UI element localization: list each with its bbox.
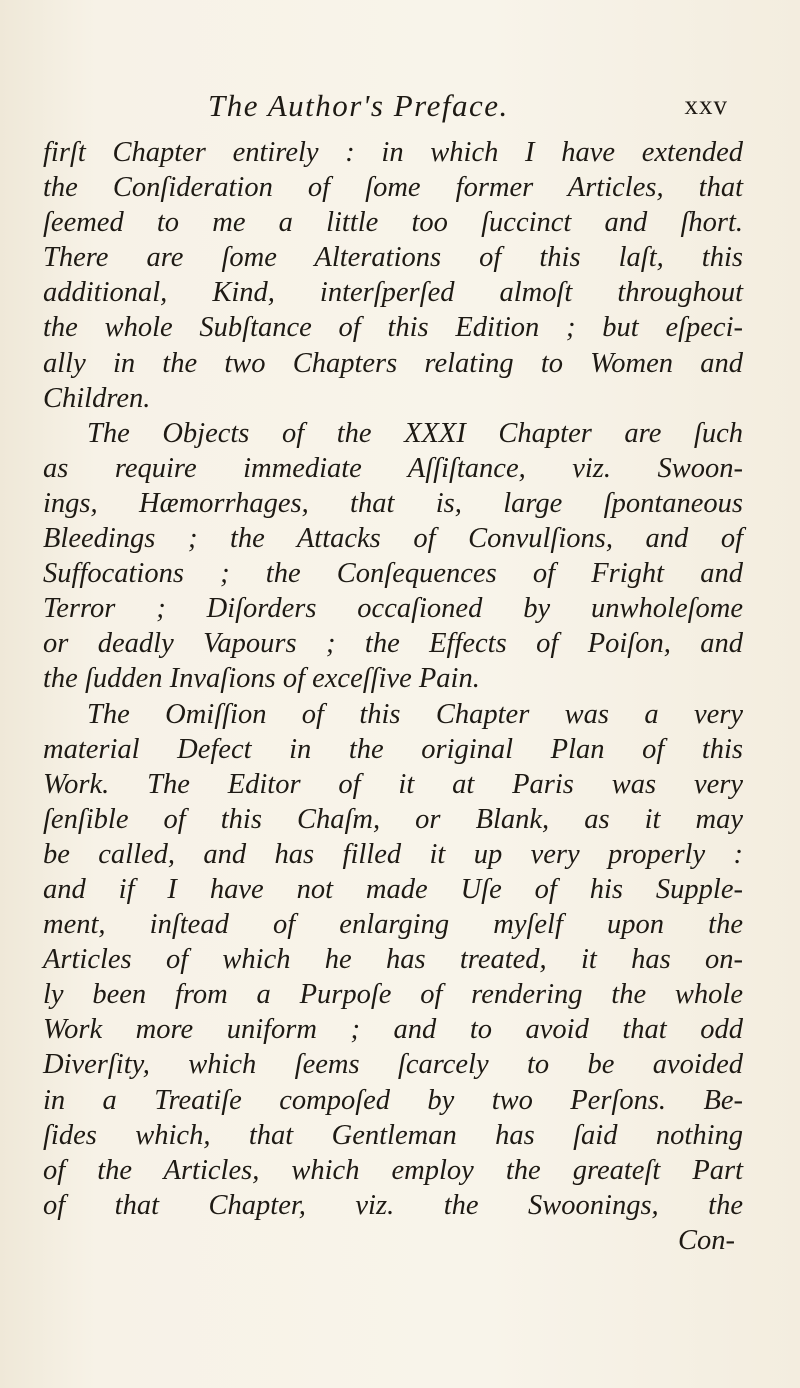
text-line: Terror ; Diſorders occaſioned by unwholeſome — [43, 593, 743, 625]
text-line: or deadly Vapours ; the Effects of Poiſon, and — [43, 628, 743, 660]
text-line: ment, inſtead of enlarging myſelf upon the — [43, 909, 743, 941]
text-line: ſeemed to me a little too ſuccinct and ſhort. — [43, 207, 743, 239]
text-line: Suffocations ; the Conſequences of Fright and — [43, 558, 743, 590]
text-line: the whole Subſtance of this Edition ; but eſpeci- — [43, 312, 743, 344]
paragraph-start-line: The Omiſſion of this Chapter was a very — [87, 698, 743, 730]
text-line: Articles of which he has treated, it has on- — [43, 944, 743, 976]
paragraph-start-line: The Objects of the XXXI Chapter are ſuch — [87, 417, 743, 449]
text-line: material Defect in the original Plan of this — [43, 733, 743, 765]
running-head — [208, 88, 728, 132]
text-line: be called, and has filled it up very properly : — [43, 838, 743, 870]
text-line: of the Articles, which employ the greateſt Part — [43, 1154, 743, 1186]
text-line: additional, Kind, interſperſed almoſt throughout — [43, 277, 743, 309]
text-line: of that Chapter, viz. the Swoonings, the — [43, 1189, 743, 1221]
text-line: Diverſity, which ſeems ſcarcely to be avoided — [43, 1049, 743, 1081]
running-head-title: The Author's Preface. — [208, 88, 509, 123]
text-line: There are ſome Alterations of this laſt, this — [43, 242, 743, 274]
text-line: and if I have not made Uſe of his Supple- — [43, 873, 743, 905]
text-line: Work more uniform ; and to avoid that odd — [43, 1014, 743, 1046]
text-line: Work. The Editor of it at Paris was very — [43, 768, 743, 800]
text-line: ly been from a Purpoſe of rendering the whole — [43, 979, 743, 1011]
text-line: firſt Chapter entirely : in which I have extended — [43, 137, 743, 168]
text-line: ſides which, that Gentleman has ſaid nothing — [43, 1119, 743, 1151]
text-line: the Conſideration of ſome former Articles, that — [43, 172, 743, 204]
text-line: as require immediate Aſſiſtance, viz. Swoon- — [43, 452, 743, 484]
text-line: Children. — [43, 382, 151, 414]
text-line: ſenſible of this Chaſm, or Blank, as it may — [43, 803, 743, 835]
body-text — [43, 135, 743, 1258]
text-line: ally in the two Chapters relating to Women and — [43, 347, 743, 379]
text-line: in a Treatiſe compoſed by two Perſons. Be- — [43, 1084, 743, 1116]
page-number: xxv — [684, 90, 728, 120]
text-line: Bleedings ; the Attacks of Convulſions, and of — [43, 523, 743, 555]
catchword: Con- — [678, 1224, 735, 1256]
text-line: ings, Hæmorrhages, that is, large ſpontaneous — [43, 487, 743, 519]
text-line: the ſudden Invaſions of exceſſive Pain. — [43, 663, 480, 695]
